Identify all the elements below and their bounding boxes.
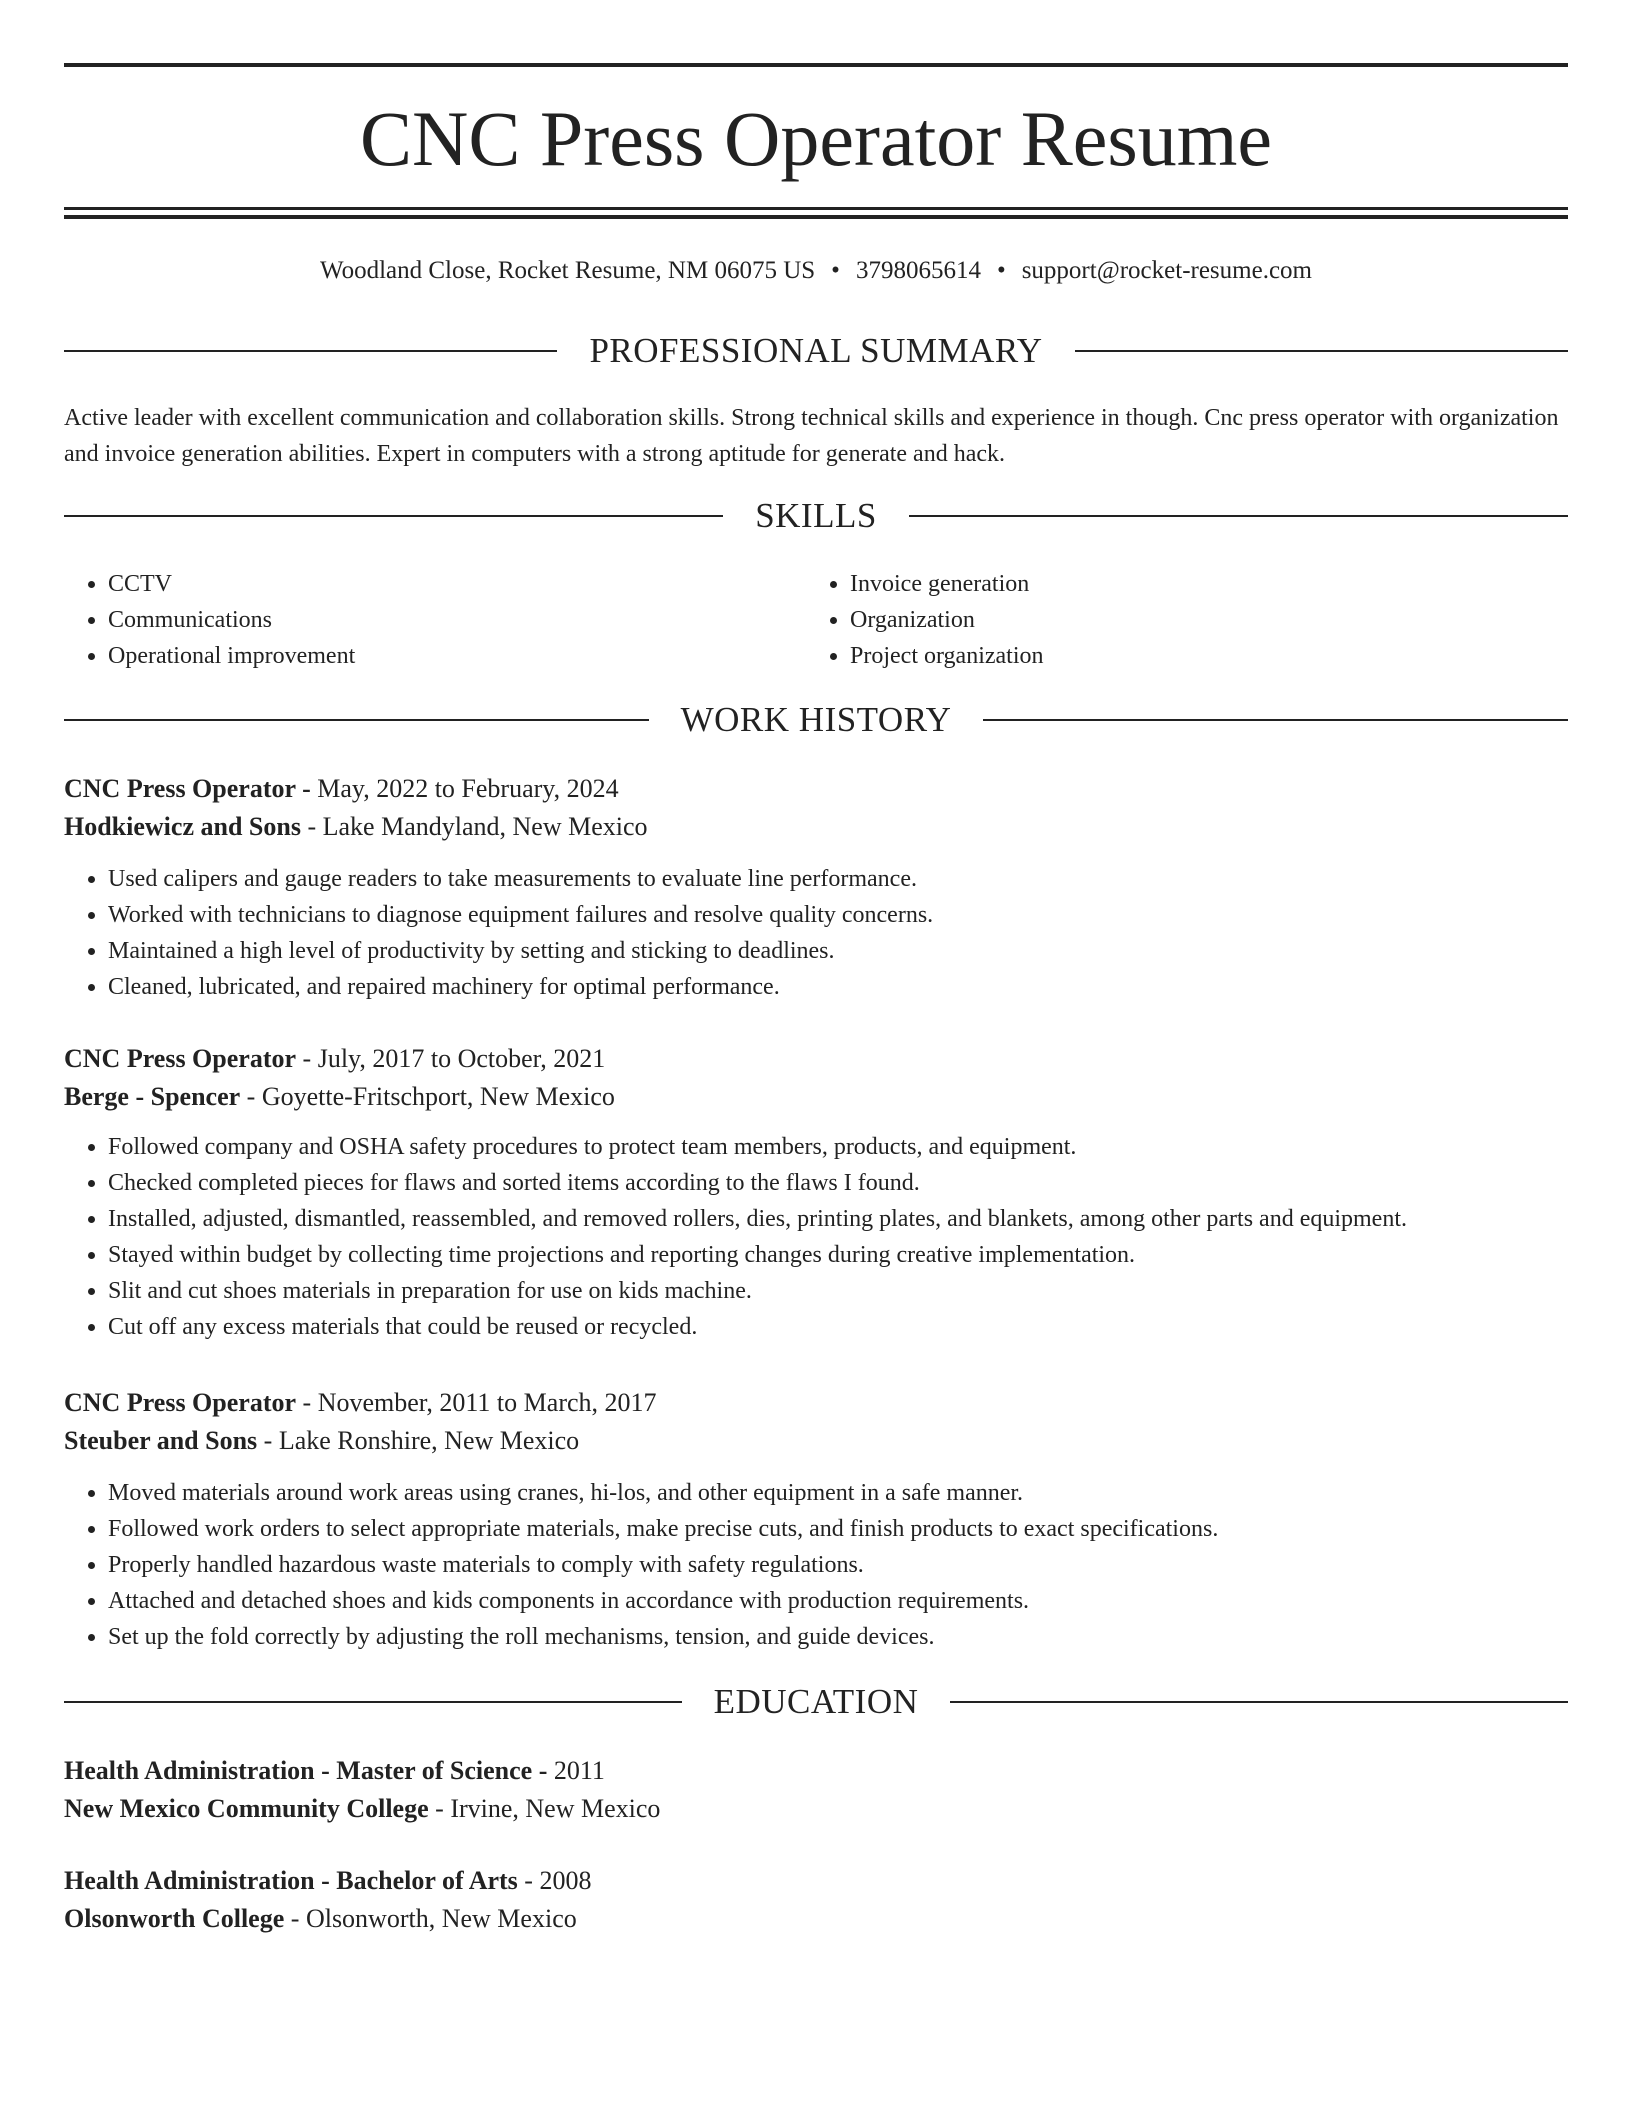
section-title: PROFESSIONAL SUMMARY — [589, 331, 1043, 370]
joiner: - — [295, 774, 318, 803]
skill-item: • Organization — [850, 602, 1546, 638]
education-location: Olsonworth, New Mexico — [305, 1904, 577, 1933]
job-bullet: • Worked with technicians to diagnose equipment failures and resolve quality concerns. — [108, 897, 1568, 933]
job-dates: July, 2017 to October, 2021 — [317, 1044, 606, 1073]
title-rule-lower — [64, 215, 1568, 219]
title-rule-upper — [64, 207, 1568, 210]
job-bullet: • Followed company and OSHA safety procedures to protect team members, products, and equipment. — [108, 1129, 1568, 1165]
summary-text: Active leader with excellent communication and collaboration skills. Strong technical skills and experience in though. Cnc press operator with organization and invoice generation abilities. Expert in computers with a strong aptitude for generate and hack. — [64, 405, 1559, 467]
job-bullet: • Slit and cut shoes materials in preparation for use on kids machine. — [108, 1273, 1568, 1309]
skill-item: • CCTV — [108, 566, 804, 602]
job-bullet: • Maintained a high level of productivity by setting and sticking to deadlines. — [108, 933, 1568, 969]
job-bullet: • Used calipers and gauge readers to take measurements to evaluate line performance. — [108, 861, 1568, 897]
job-title: CNC Press Operator — [64, 1388, 297, 1417]
skills-column-left — [64, 566, 804, 674]
section-heading-skills — [64, 494, 1568, 538]
skill-item: • Operational improvement — [108, 638, 804, 674]
resume-title: CNC Press Operator Resume — [359, 95, 1273, 182]
education-degree-line — [64, 1752, 1568, 1790]
job-bullets — [64, 1129, 1568, 1345]
education-degree: Health Administration - Bachelor of Arts — [64, 1866, 518, 1895]
skills-column-right — [806, 566, 1546, 674]
skill-item: • Project organization — [850, 638, 1546, 674]
job-company-line — [64, 1078, 1568, 1116]
job-bullet: • Properly handled hazardous waste materials to comply with safety regulations. — [108, 1547, 1568, 1583]
section-heading-summary — [64, 329, 1568, 373]
section-heading-education — [64, 1680, 1568, 1724]
job-title-line — [64, 770, 1568, 808]
contact-separator: • — [996, 257, 1006, 284]
section-divider — [64, 1701, 682, 1703]
job-bullet: • Cleaned, lubricated, and repaired machinery for optimal performance. — [108, 969, 1568, 1005]
section-divider — [950, 1701, 1568, 1703]
joiner: - — [517, 1866, 540, 1895]
job-title: CNC Press Operator — [64, 1044, 297, 1073]
joiner: - — [284, 1904, 306, 1933]
section-divider — [1075, 350, 1568, 352]
job-bullet: • Attached and detached shoes and kids components in accordance with production requirements. — [108, 1583, 1568, 1619]
contact-email: support@rocket-resume.com — [1021, 257, 1312, 284]
section-title: EDUCATION — [713, 1682, 919, 1721]
section-title: SKILLS — [755, 496, 877, 535]
job-company: Hodkiewicz and Sons — [64, 812, 301, 841]
job-dates: May, 2022 to February, 2024 — [317, 774, 619, 803]
job-entry — [64, 1384, 1568, 1655]
education-degree: Health Administration - Master of Science — [64, 1756, 533, 1785]
education-entry — [64, 1752, 1568, 1828]
education-school-line — [64, 1790, 1568, 1828]
contact-phone: 3798065614 — [855, 257, 981, 284]
job-bullet: • Set up the fold correctly by adjusting the roll mechanisms, tension, and guide devices. — [108, 1619, 1568, 1655]
contact-address: Woodland Close, Rocket Resume, NM 06075 US — [319, 257, 816, 284]
skills-list — [64, 566, 804, 674]
education-year: 2008 — [539, 1866, 592, 1895]
education-year: 2011 — [553, 1756, 605, 1785]
job-bullets — [64, 861, 1568, 1005]
joiner: - — [428, 1794, 451, 1823]
joiner: - — [300, 812, 323, 841]
job-bullets — [64, 1475, 1568, 1655]
job-title: CNC Press Operator — [64, 774, 296, 803]
joiner: - — [296, 1388, 318, 1417]
job-entry — [64, 1040, 1568, 1345]
job-title-line — [64, 1384, 1568, 1422]
skills-list — [806, 566, 1546, 674]
section-divider — [64, 719, 649, 721]
joiner: - — [532, 1756, 554, 1785]
job-bullet: • Installed, adjusted, dismantled, reassembled, and removed rollers, dies, printing plates, and blankets, among other parts and equipment. — [108, 1201, 1568, 1237]
job-location: Lake Ronshire, New Mexico — [278, 1426, 580, 1455]
skill-item: • Invoice generation — [850, 566, 1546, 602]
job-location: Goyette-Fritschport, New Mexico — [261, 1082, 615, 1111]
job-bullet: • Moved materials around work areas using cranes, hi-los, and other equipment in a safe manner. — [108, 1475, 1568, 1511]
section-title: WORK HISTORY — [680, 700, 952, 739]
section-divider — [64, 350, 557, 352]
job-dates: November, 2011 to March, 2017 — [317, 1388, 657, 1417]
job-bullet: • Cut off any excess materials that could be reused or recycled. — [108, 1309, 1568, 1345]
contact-separator: • — [831, 257, 840, 284]
joiner: - — [240, 1082, 262, 1111]
joiner: - — [257, 1426, 279, 1455]
joiner: - — [296, 1044, 318, 1073]
job-bullet: • Followed work orders to select appropriate materials, make precise cuts, and finish products to exact specifications. — [108, 1511, 1568, 1547]
top-rule — [64, 63, 1568, 67]
job-company: Berge - Spencer — [64, 1082, 241, 1111]
education-school-line — [64, 1900, 1568, 1938]
section-divider — [983, 719, 1568, 721]
job-bullet: • Stayed within budget by collecting time projections and reporting changes during creative implementation. — [108, 1237, 1568, 1273]
education-entry — [64, 1862, 1568, 1938]
education-degree-line — [64, 1862, 1568, 1900]
job-company-line — [64, 808, 1568, 846]
job-company: Steuber and Sons — [64, 1426, 258, 1455]
job-company-line — [64, 1422, 1568, 1460]
section-heading-work — [64, 698, 1568, 742]
section-divider — [909, 515, 1568, 517]
job-location: Lake Mandyland, New Mexico — [322, 812, 648, 841]
contact-line — [64, 255, 1568, 287]
section-divider — [64, 515, 723, 517]
skill-item: • Communications — [108, 602, 804, 638]
job-title-line — [64, 1040, 1568, 1078]
education-school: New Mexico Community College — [64, 1794, 429, 1823]
job-bullet: • Checked completed pieces for flaws and sorted items according to the flaws I found. — [108, 1165, 1568, 1201]
job-entry — [64, 770, 1568, 1005]
education-school: Olsonworth College — [64, 1904, 285, 1933]
education-location: Irvine, New Mexico — [450, 1794, 661, 1823]
